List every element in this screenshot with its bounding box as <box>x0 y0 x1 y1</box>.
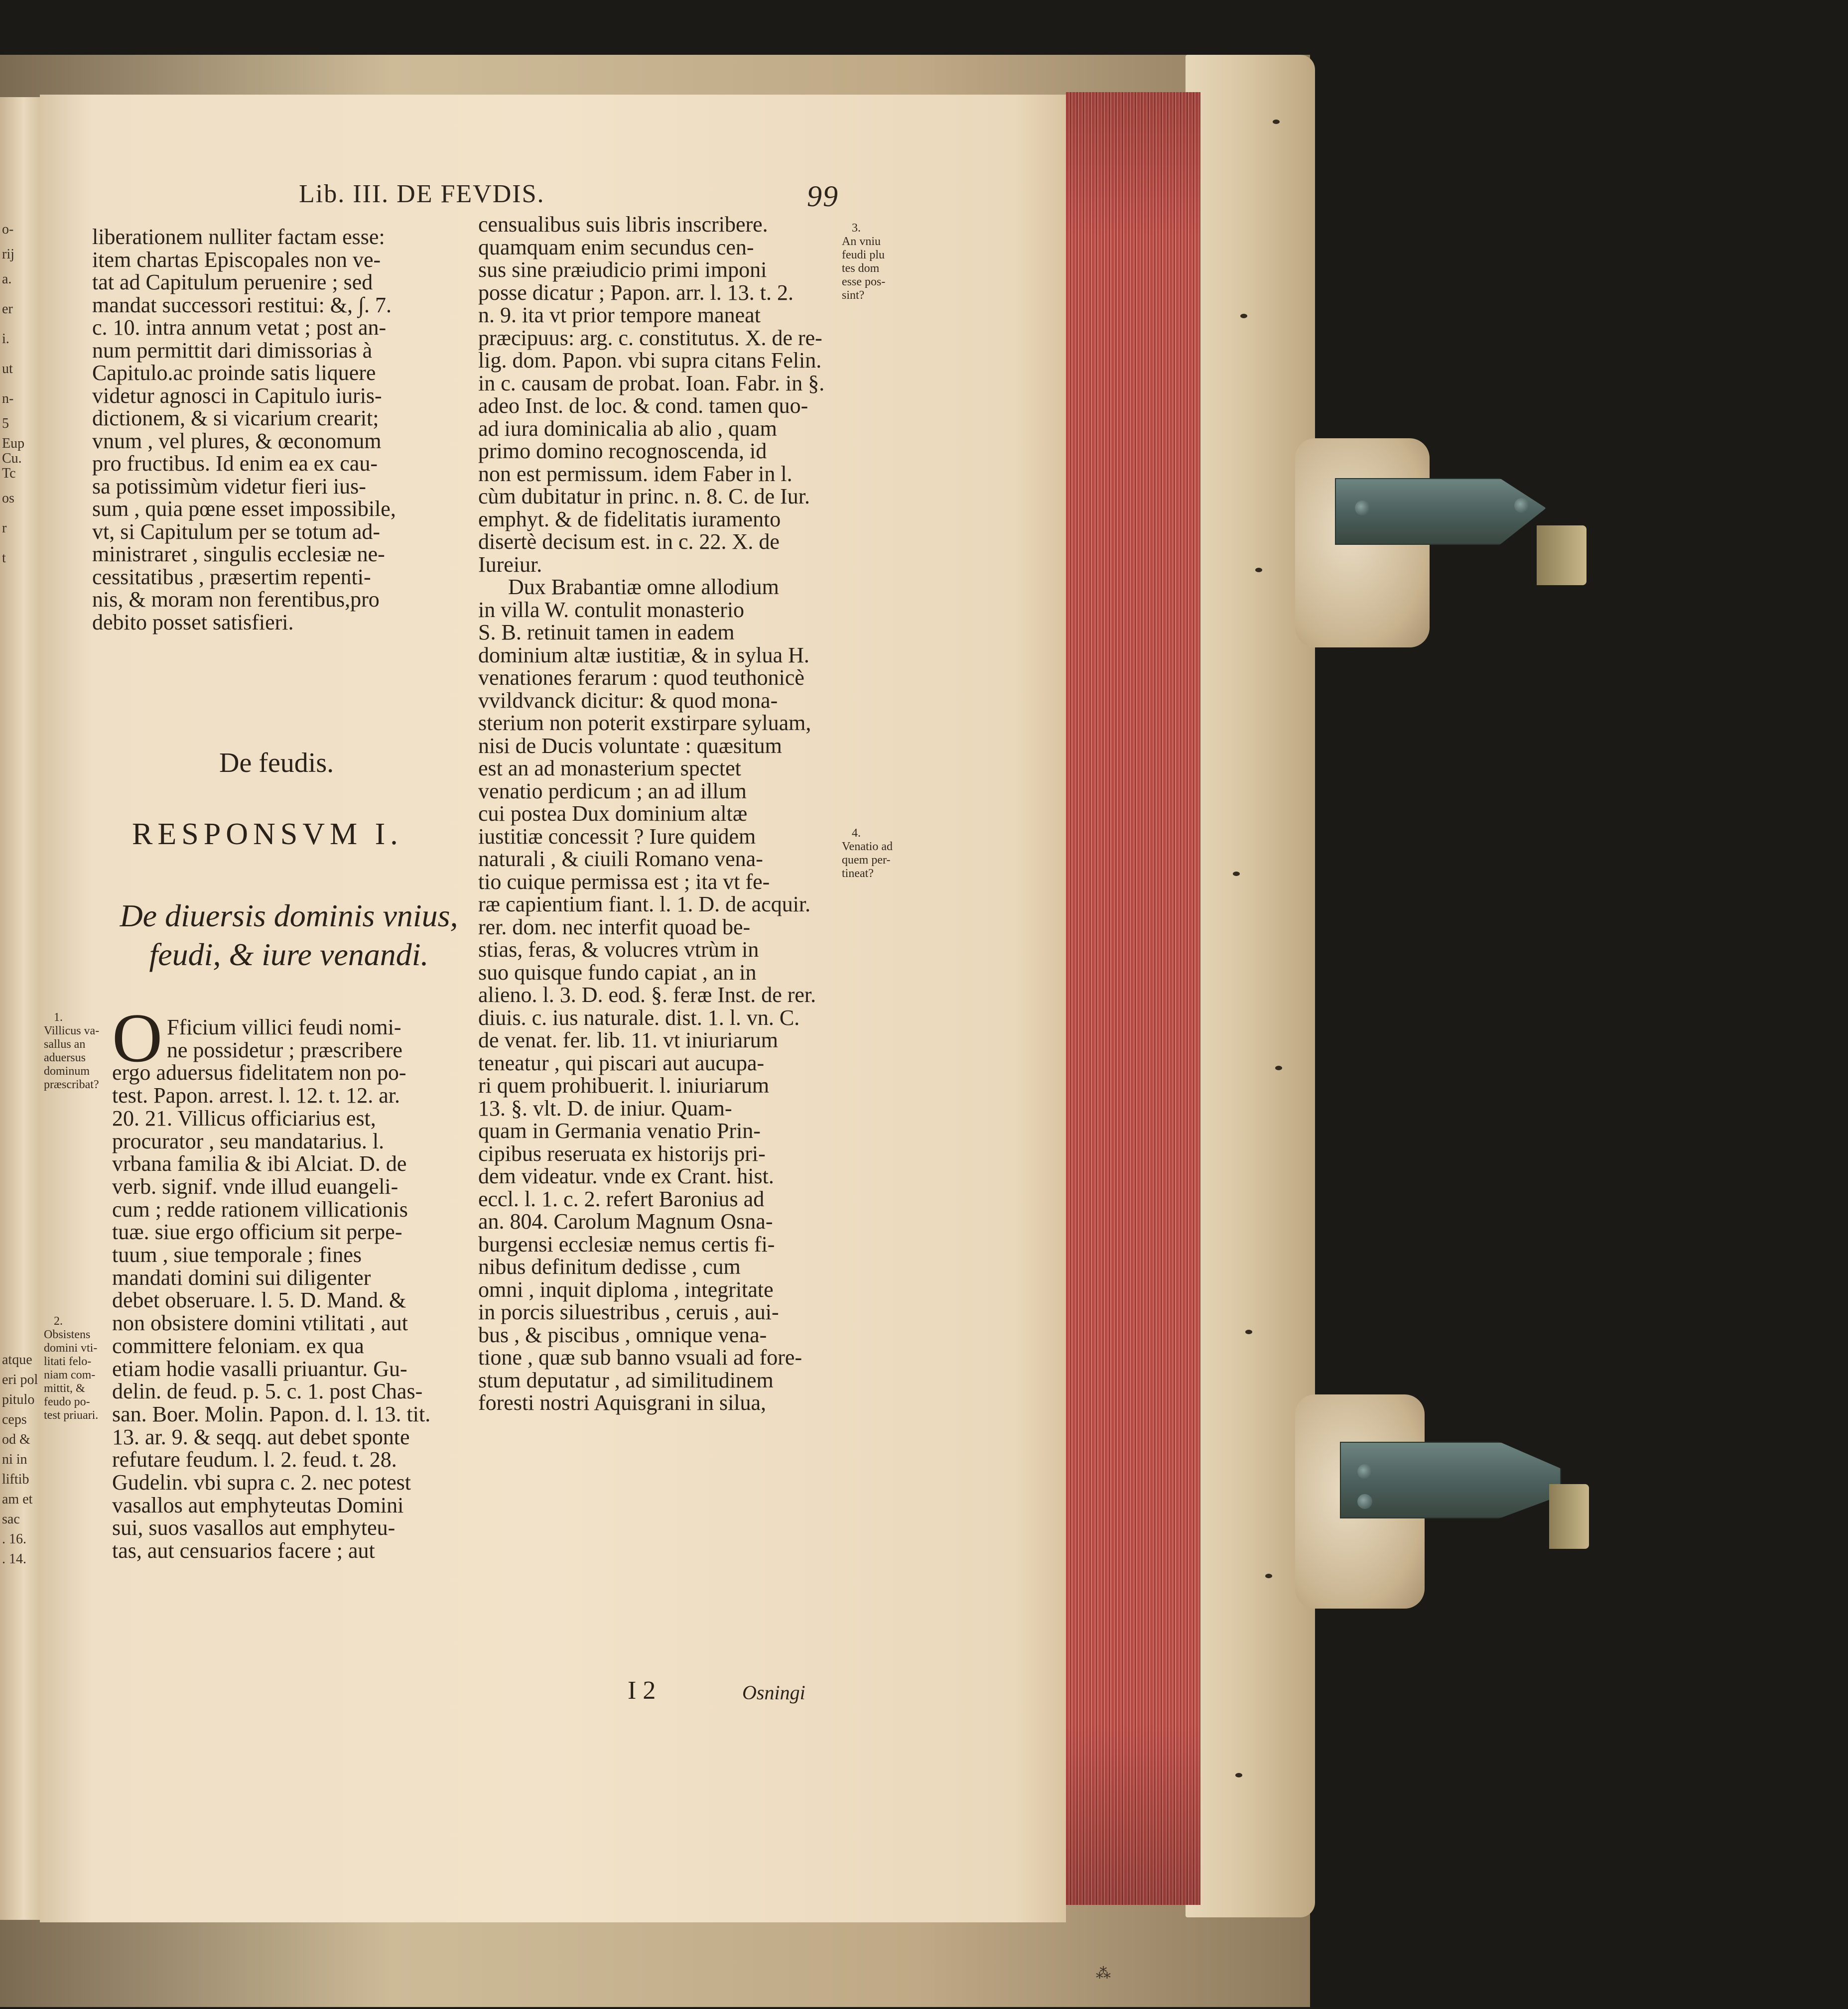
text-line: debito posset satisfieri. <box>92 610 294 634</box>
text-line: verb. signif. vnde illud euangeli- <box>112 1174 398 1199</box>
text-line: tas, aut censuarios facere ; aut <box>112 1538 375 1563</box>
text-line: dictionem, & si vicarium crearit; <box>92 406 379 430</box>
facing-text: er <box>2 301 13 317</box>
facing-text: . 16. <box>2 1531 26 1547</box>
text-line: sterium non poterit exstirpare syluam, <box>478 711 811 735</box>
subtitle-line: feudi, & iure venandi. <box>149 937 429 972</box>
text-line: an. 804. Carolum Magnum Osna- <box>478 1209 773 1234</box>
text-line: S. B. retinuit tamen in eadem <box>478 620 735 644</box>
marginal-line: Obsistens <box>44 1328 91 1341</box>
text-line: Iureiur. <box>478 552 542 577</box>
text-line: bus , & piscibus , omnique vena- <box>478 1322 767 1347</box>
text-line: disertè decisum est. in c. 22. X. de <box>478 529 780 554</box>
marginal-line: tineat? <box>842 867 874 880</box>
facing-text: o- <box>2 222 14 237</box>
text-line: cum ; redde rationem villicationis <box>112 1197 408 1222</box>
text-line: rer. dom. nec interfit quoad be- <box>478 914 751 939</box>
page-edge-shading <box>1066 92 1200 1905</box>
text-line: suo quisque fundo capiat , an in <box>478 960 757 985</box>
running-head-text: Lib. III. DE FEVDIS. <box>299 180 545 208</box>
text-line: procurator , seu mandatarius. l. <box>112 1129 385 1153</box>
right-column <box>478 213 834 1414</box>
text-line: vvildvanck dicitur: & quod mona- <box>478 688 778 713</box>
marginal-number: 1. <box>54 1011 63 1024</box>
text-line: mandat successori restitui: &, ∫. 7. <box>92 292 392 317</box>
facing-text: Cu. <box>2 451 22 466</box>
marginal-line: Villicus va- <box>44 1024 100 1037</box>
drop-cap: O <box>112 1000 163 1077</box>
facing-text: Tc <box>2 466 16 481</box>
marginal-line: mittit, & <box>44 1382 85 1395</box>
text-line: tuum , siue temporale ; fines <box>112 1243 362 1267</box>
text-line: 13. ar. 9. & seqq. aut debet sponte <box>112 1424 410 1449</box>
text-line: ergo aduersus fidelitatem non po- <box>112 1060 406 1085</box>
marginal-line: An vniu <box>842 235 881 248</box>
text-line: teneatur , qui piscari aut aucupa- <box>478 1050 765 1075</box>
text-line: videtur agnosci in Capitulo iuris- <box>92 383 382 408</box>
text-line: Capitulo.ac proinde satis liquere <box>92 361 376 385</box>
text-line: cui postea Dux dominium altæ <box>478 801 748 826</box>
text-line: nis, & moram non ferentibus,pro <box>92 587 380 612</box>
text-line: dominium altæ iustitiæ, & in sylua H. <box>478 642 809 667</box>
text-line: refutare feudum. l. 2. feud. t. 28. <box>112 1447 397 1472</box>
text-line: nisi de Ducis voluntate : quæsitum <box>478 733 782 758</box>
text-line: non est permissum. idem Faber in l. <box>478 461 792 486</box>
text-line: posse dicatur ; Papon. arr. l. 13. t. 2. <box>478 280 794 305</box>
text-line: foresti nostri Aquisgrani in silua, <box>478 1390 767 1415</box>
facing-text: rij <box>2 247 14 262</box>
text-line: tio cuique permissa est ; ita vt fe- <box>478 869 770 894</box>
text-line: quam in Germania venatio Prin- <box>478 1119 761 1143</box>
text-line: est an ad monasterium spectet <box>478 756 741 780</box>
marginal-note-2 <box>44 1315 98 1422</box>
marginal-line: tes dom <box>842 262 880 275</box>
text-line: non obsistere domini vtilitati , aut <box>112 1311 408 1336</box>
text-line: alieno. l. 3. D. eod. §. feræ Inst. de rer. <box>478 983 816 1007</box>
facing-text: od & <box>2 1432 30 1447</box>
text-line: venationes ferarum : quod teuthonicè <box>478 665 804 690</box>
marginal-line: sallus an <box>44 1038 86 1051</box>
text-line: cipibus reseruata ex historijs pri- <box>478 1141 766 1166</box>
facing-text: n- <box>2 391 14 406</box>
text-line: lig. dom. Papon. vbi supra citans Felin. <box>478 348 822 373</box>
text-line: in c. causam de probat. Ioan. Fabr. in §. <box>478 371 825 395</box>
facing-text: am et <box>2 1492 33 1507</box>
facing-text: i. <box>2 331 9 347</box>
text-line: n. 9. ita vt prior tempore maneat <box>478 303 761 327</box>
facing-text: sac <box>2 1511 20 1527</box>
marginal-note-1 <box>44 1011 99 1092</box>
text-line: omni , inquit diploma , integritate <box>478 1277 774 1302</box>
text-line: ministraret , singulis ecclesiæ ne- <box>92 542 385 566</box>
left-column-top <box>92 226 451 633</box>
text-line: cùm dubitatur in princ. n. 8. C. de Iur. <box>478 484 810 508</box>
text-line: Gudelin. vbi supra c. 2. nec potest <box>112 1470 411 1495</box>
text-line: item chartas Episcopales non ve- <box>92 247 381 272</box>
text-line: stum deputatur , ad similitudinem <box>478 1368 774 1392</box>
text-line: adeo Inst. de loc. & cond. tamen quo- <box>478 393 808 418</box>
facing-text: os <box>2 491 14 506</box>
marginal-line: esse pos- <box>842 275 886 288</box>
facing-text: a. <box>2 271 12 287</box>
text-line: in porcis siluestribus , ceruis , aui- <box>478 1300 779 1324</box>
catchword: Osningi <box>742 1681 805 1704</box>
text-line: tuæ. siue ergo officium sit perpe- <box>112 1220 402 1245</box>
marginal-number: 3. <box>852 222 861 235</box>
facing-text: t <box>2 550 6 566</box>
text-line: 20. 21. Villicus officiarius est, <box>112 1106 376 1130</box>
text-line: c. 10. intra annum vetat ; post an- <box>92 315 387 340</box>
running-head <box>299 179 839 213</box>
marginal-line: quem per- <box>842 854 891 867</box>
text-line: ri quem prohibuerit. l. iniuriarum <box>478 1073 770 1098</box>
facing-text: r <box>2 520 7 536</box>
text-line: ræ capientium fiant. l. 1. D. de acquir. <box>478 892 811 916</box>
text-line: sa potissimùm videtur fieri ius- <box>92 474 366 499</box>
marginal-line: præscribat? <box>44 1078 99 1091</box>
text-line: quamquam enim secundus cen- <box>478 235 754 259</box>
text-line: venatio perdicum ; an ad illum <box>478 778 747 803</box>
facing-text: ni in <box>2 1452 27 1467</box>
text-line: sum , quia pœne esset impossibile, <box>92 497 396 521</box>
facing-text: atque <box>2 1352 32 1368</box>
book-cover <box>1186 55 1315 1917</box>
text-line: ne possidetur ; præscribere <box>167 1037 402 1062</box>
text-line: delin. de feud. p. 5. c. 1. post Chas- <box>112 1379 423 1404</box>
signature-mark: I 2 <box>628 1676 656 1705</box>
text-line: sus sine præiudicio primi imponi <box>478 257 767 282</box>
facing-text: 5 <box>2 416 9 431</box>
text-line: emphyt. & de fidelitatis iuramento <box>478 506 781 531</box>
page-number: 99 <box>807 180 839 213</box>
facing-text: Eup <box>2 436 25 451</box>
text-line: san. Boer. Molin. Papon. d. l. 13. tit. <box>112 1401 431 1426</box>
marginal-line: feudi plu <box>842 249 885 261</box>
binding-mark: ⁂ <box>1096 1965 1111 1982</box>
text-line: naturali , & ciuili Romano vena- <box>478 847 763 871</box>
marginal-number: 2. <box>54 1315 63 1328</box>
section-heading: De feudis. <box>219 748 334 778</box>
marginal-line: feudo po- <box>44 1395 90 1408</box>
marginal-line: niam com- <box>44 1369 96 1381</box>
text-line: vt, si Capitulum per se totum ad- <box>92 519 381 544</box>
text-line: 13. §. vlt. D. de iniur. Quam- <box>478 1096 732 1121</box>
marginal-line: aduersus <box>44 1051 86 1064</box>
facing-page-fragment <box>0 97 40 1920</box>
marginal-line: Venatio ad <box>842 840 893 853</box>
text-line: nibus definitum dedisse , cum <box>478 1255 741 1279</box>
text-line: de venat. fer. lib. 11. vt iniuriarum <box>478 1028 778 1052</box>
text-line: iustitiæ concessit ? Iure quidem <box>478 824 756 849</box>
text-line: etiam hodie vasalli priuantur. Gu- <box>112 1356 407 1381</box>
text-line: stias, feras, & volucres vtrùm in <box>478 937 759 962</box>
marginal-line: sint? <box>842 289 865 302</box>
responsum-heading: RESPONSVM I. <box>132 817 403 851</box>
facing-text: ut <box>2 361 13 377</box>
text-line: vrbana familia & ibi Alciat. D. de <box>112 1151 407 1176</box>
text-line: eccl. l. 1. c. 2. refert Baronius ad <box>478 1186 765 1211</box>
marginal-line: test priuari. <box>44 1409 99 1422</box>
facing-text: liftib <box>2 1472 29 1487</box>
text-line: præcipuus: arg. c. constitutus. X. de re- <box>478 325 822 350</box>
facing-text: eri pol <box>2 1372 38 1387</box>
left-column-body <box>112 1016 451 1562</box>
text-line: tat ad Capitulum peruenire ; sed <box>92 270 373 294</box>
text-line: pro fructibus. Id enim ea ex cau- <box>92 451 378 476</box>
facing-text: ceps <box>2 1412 27 1427</box>
facing-text: pitulo <box>2 1392 35 1407</box>
text-line: liberationem nulliter factam esse: <box>92 225 385 249</box>
text-line: num permittit dari dimissorias à <box>92 338 373 363</box>
text-line: in villa W. contulit monasterio <box>478 597 745 622</box>
subtitle-line: De diuersis dominis vnius, <box>120 898 458 933</box>
text-line: Dux Brabantiæ omne allodium <box>508 575 779 599</box>
text-line: tione , quæ sub banno vsuali ad fore- <box>478 1345 802 1370</box>
marginal-number: 4. <box>852 827 861 840</box>
text-line: burgensi ecclesiæ nemus certis fi- <box>478 1232 775 1256</box>
text-line: committere feloniam. ex qua <box>112 1333 364 1358</box>
text-line: mandati domini sui diligenter <box>112 1265 371 1290</box>
text-line: sui, suos vasallos aut emphyteu- <box>112 1515 396 1540</box>
marginal-note-3 <box>842 222 885 302</box>
facing-text: . 14. <box>2 1551 26 1567</box>
text-line: debet obseruare. l. 5. D. Mand. & <box>112 1288 406 1313</box>
text-line: diuis. c. ius naturale. dist. 1. l. vn. C. <box>478 1005 800 1030</box>
marginal-note-4 <box>842 827 893 880</box>
marginal-line: litati felo- <box>44 1355 92 1368</box>
text-line: dem videatur. vnde ex Crant. hist. <box>478 1164 774 1188</box>
text-line: primo domino recognoscenda, id <box>478 439 767 463</box>
text-line: censualibus suis libris inscribere. <box>478 212 768 237</box>
text-line: ad iura dominicalia ab alio , quam <box>478 416 777 441</box>
responsum-subtitle <box>115 896 463 974</box>
text-line: Fficium villici feudi nomi- <box>167 1015 401 1039</box>
marginal-line: dominum <box>44 1065 90 1078</box>
marginal-line: domini vti- <box>44 1342 98 1355</box>
text-line: cessitatibus , præsertim repenti- <box>92 564 371 589</box>
text-line: vasallos aut emphyteutas Domini <box>112 1493 404 1517</box>
text-line: test. Papon. arrest. l. 12. t. 12. ar. <box>112 1083 400 1108</box>
text-line: vnum , vel plures, & œconomum <box>92 428 382 453</box>
